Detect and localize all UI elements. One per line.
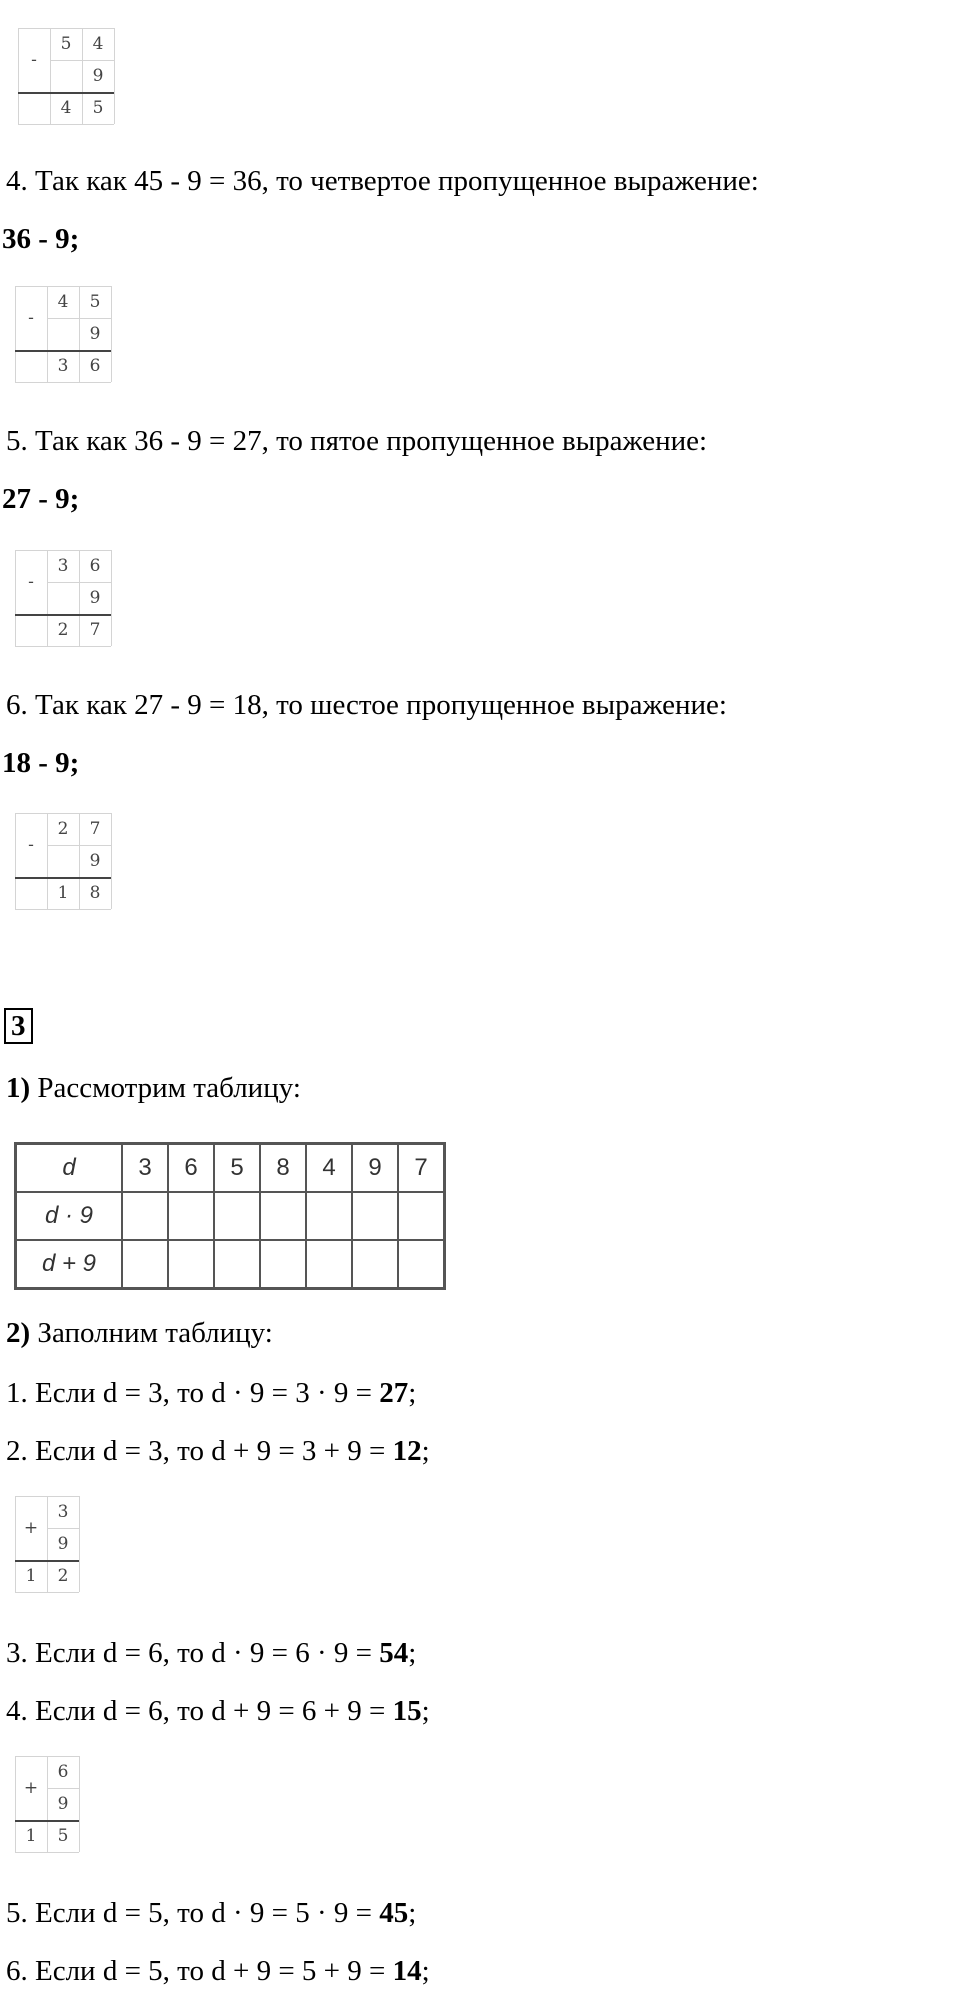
column-subtraction-3 bbox=[15, 550, 117, 652]
column-subtraction-4 bbox=[15, 813, 117, 915]
table-cell bbox=[168, 1192, 214, 1240]
solution-text: 1. Если d = 3, то d · 9 = 3 · 9 = bbox=[6, 1377, 380, 1409]
solution-end: ; bbox=[408, 1637, 417, 1669]
task3-part1 bbox=[6, 1071, 301, 1105]
digit-cell: 4 bbox=[57, 292, 69, 312]
table-cell bbox=[122, 1192, 168, 1240]
task3-part2 bbox=[6, 1316, 273, 1350]
digit-cell: 5 bbox=[60, 34, 72, 54]
plus-sign: + bbox=[23, 1778, 39, 1798]
problem-table bbox=[14, 1142, 446, 1290]
digit-cell: 5 bbox=[89, 292, 101, 312]
grid-line bbox=[15, 909, 111, 910]
digit-cell: 7 bbox=[89, 620, 101, 640]
solution-text: 3. Если d = 6, то d · 9 = 6 · 9 = bbox=[6, 1637, 380, 1669]
solution-line-6 bbox=[6, 1954, 430, 1988]
solution-result: 54 bbox=[379, 1637, 409, 1669]
table-cell bbox=[260, 1240, 306, 1289]
grid-line bbox=[15, 550, 16, 646]
digit-cell: 2 bbox=[57, 1566, 69, 1586]
digit-cell: 6 bbox=[57, 1762, 69, 1782]
part2-text: Заполним таблицу: bbox=[30, 1317, 273, 1349]
step-6-answer: 18 - 9; bbox=[2, 747, 80, 779]
solution-line-3 bbox=[6, 1636, 416, 1670]
table-cell bbox=[306, 1240, 352, 1289]
digit-cell: 9 bbox=[89, 324, 101, 344]
digit-cell: 8 bbox=[89, 883, 101, 903]
table-cell: 5 bbox=[214, 1144, 260, 1193]
digit-cell: 1 bbox=[25, 1826, 37, 1846]
digit-cell: 3 bbox=[57, 1502, 69, 1522]
digit-cell: 2 bbox=[57, 620, 69, 640]
digit-cell bbox=[47, 318, 79, 350]
grid-line bbox=[15, 382, 111, 383]
table-cell bbox=[168, 1240, 214, 1289]
grid-line bbox=[18, 124, 114, 125]
grid-line bbox=[15, 1852, 79, 1853]
table-cell bbox=[398, 1192, 445, 1240]
table-cell bbox=[352, 1240, 398, 1289]
row-label: d + 9 bbox=[16, 1240, 123, 1289]
solution-result: 15 bbox=[392, 1695, 422, 1727]
grid-line bbox=[15, 813, 16, 909]
table-cell: 6 bbox=[168, 1144, 214, 1193]
table-row-d-plus-9 bbox=[16, 1240, 445, 1289]
solution-text: 6. Если d = 5, то d + 9 = 5 + 9 = bbox=[6, 1955, 393, 1987]
table-cell bbox=[214, 1240, 260, 1289]
step-4-answer: 36 - 9; bbox=[2, 223, 80, 255]
digit-cell: 1 bbox=[57, 883, 69, 903]
grid-line bbox=[18, 28, 19, 124]
row-label: d · 9 bbox=[16, 1192, 123, 1240]
minus-sign: - bbox=[28, 835, 34, 855]
grid-line bbox=[15, 646, 111, 647]
grid-line bbox=[15, 286, 16, 382]
plus-sign: + bbox=[23, 1518, 39, 1538]
digit-cell: 9 bbox=[57, 1534, 69, 1554]
table-row-d bbox=[16, 1144, 445, 1193]
digit-cell: 6 bbox=[89, 356, 101, 376]
digit-cell: 4 bbox=[60, 98, 72, 118]
column-subtraction-1 bbox=[18, 28, 120, 130]
solution-text: 2. Если d = 3, то d + 9 = 3 + 9 = bbox=[6, 1435, 393, 1467]
solution-result: 14 bbox=[392, 1955, 422, 1987]
solution-result: 45 bbox=[379, 1897, 409, 1929]
grid-line bbox=[79, 1496, 80, 1592]
digit-cell: 1 bbox=[25, 1566, 37, 1586]
table-cell: 9 bbox=[352, 1144, 398, 1193]
part1-number: 1) bbox=[6, 1072, 31, 1104]
solution-line-2 bbox=[6, 1434, 430, 1468]
table-cell bbox=[398, 1240, 445, 1289]
table-cell: 3 bbox=[122, 1144, 168, 1193]
column-subtraction-2 bbox=[15, 286, 117, 388]
digit-cell: 9 bbox=[92, 66, 104, 86]
solution-end: ; bbox=[421, 1435, 430, 1467]
solution-end: ; bbox=[408, 1377, 417, 1409]
solution-line-5 bbox=[6, 1896, 416, 1930]
solution-line-1 bbox=[6, 1376, 416, 1410]
solution-result: 27 bbox=[379, 1377, 409, 1409]
table-cell: 7 bbox=[398, 1144, 445, 1193]
table-cell bbox=[352, 1192, 398, 1240]
column-addition-2 bbox=[15, 1756, 85, 1858]
grid-line bbox=[111, 550, 112, 646]
digit-cell: 9 bbox=[89, 851, 101, 871]
digit-cell bbox=[47, 845, 79, 877]
digit-cell: 7 bbox=[89, 819, 101, 839]
digit-cell: 4 bbox=[92, 34, 104, 54]
solution-end: ; bbox=[408, 1897, 417, 1929]
digit-cell: 5 bbox=[92, 98, 104, 118]
task-number bbox=[4, 1008, 33, 1044]
part2-number: 2) bbox=[6, 1317, 31, 1349]
digit-cell: 9 bbox=[89, 588, 101, 608]
row-label: d bbox=[16, 1144, 123, 1193]
digit-cell bbox=[50, 60, 82, 92]
minus-sign: - bbox=[28, 572, 34, 592]
digit-cell bbox=[47, 582, 79, 614]
table-cell bbox=[214, 1192, 260, 1240]
digit-cell: 3 bbox=[57, 556, 69, 576]
table-row-d-times-9 bbox=[16, 1192, 445, 1240]
task-number-box: 3 bbox=[4, 1008, 33, 1044]
table-cell: 8 bbox=[260, 1144, 306, 1193]
solution-text: 4. Если d = 6, то d + 9 = 6 + 9 = bbox=[6, 1695, 393, 1727]
grid-line bbox=[111, 286, 112, 382]
step-6-text: 6. Так как 27 - 9 = 18, то шестое пропущенное выражение: bbox=[6, 689, 727, 721]
solution-end: ; bbox=[421, 1695, 430, 1727]
digit-cell: 6 bbox=[89, 556, 101, 576]
digit-cell: 5 bbox=[57, 1826, 69, 1846]
table-cell bbox=[306, 1192, 352, 1240]
grid-line bbox=[15, 1592, 79, 1593]
minus-sign: - bbox=[31, 50, 37, 70]
grid-line bbox=[79, 1756, 80, 1852]
grid-line bbox=[111, 813, 112, 909]
table-cell bbox=[260, 1192, 306, 1240]
part1-text: Рассмотрим таблицу: bbox=[30, 1072, 301, 1104]
step-5-text: 5. Так как 36 - 9 = 27, то пятое пропущенное выражение: bbox=[6, 425, 708, 457]
minus-sign: - bbox=[28, 308, 34, 328]
solution-text: 5. Если d = 5, то d · 9 = 5 · 9 = bbox=[6, 1897, 380, 1929]
table-cell: 4 bbox=[306, 1144, 352, 1193]
digit-cell: 2 bbox=[57, 819, 69, 839]
digit-cell: 3 bbox=[57, 356, 69, 376]
column-addition-1 bbox=[15, 1496, 85, 1598]
digit-cell: 9 bbox=[57, 1794, 69, 1814]
grid-line bbox=[114, 28, 115, 124]
step-5-answer: 27 - 9; bbox=[2, 483, 80, 515]
solution-end: ; bbox=[421, 1955, 430, 1987]
table-cell bbox=[122, 1240, 168, 1289]
solution-result: 12 bbox=[392, 1435, 422, 1467]
step-4-text: 4. Так как 45 - 9 = 36, то четвертое пропущенное выражение: bbox=[6, 165, 759, 197]
solution-line-4 bbox=[6, 1694, 430, 1728]
